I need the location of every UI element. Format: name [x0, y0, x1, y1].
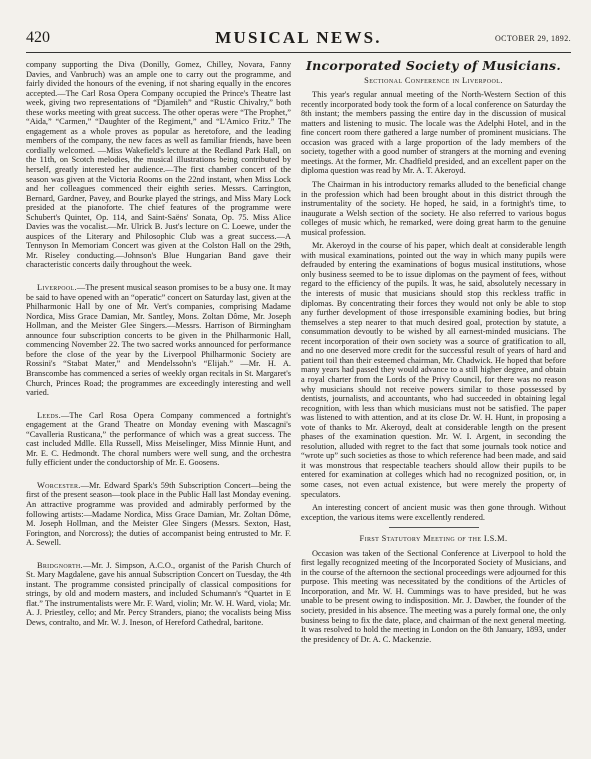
article-paragraph: Occasion was taken of the Sectional Conference at Liverpool to hold the first legally recognized meeting of the Incorporated Society of Musicians, and in the course of the afternoon the sectional proceedings were adjourned for this purpose. This meeting was necessitated by the conditions of the Articles of Incorporation, and Mr. W. H. Cummings was to have presided, but he was unable to be present owing to indisposition. Mr. J. Dawber, the founder of the society, presided in his absence. The meeting was a purely formal one, the only business being to fix the date, place, and chairman of the next general meeting. It was resolved to hold the meeting in London on the 8th January, 1893, under the presidency of Dr. A. C. Mackenzie. [301, 548, 566, 644]
liverpool-lead: Liverpool. [37, 283, 77, 293]
running-title: MUSICAL NEWS. [215, 28, 382, 47]
issue-date: OCTOBER 29, 1892. [495, 34, 571, 43]
section-subheading: First Statutory Meeting of the I.S.M. [359, 534, 508, 544]
page-number: 420 [26, 29, 50, 46]
left-column [26, 60, 291, 750]
article-paragraph: An interesting concert of ancient music was then gone through. Without exception, the various items were excellently rendered. [301, 503, 566, 522]
page-header [26, 26, 571, 53]
article-paragraph: Mr. Akeroyd in the course of his paper, which dealt at considerable length with musical examinations, pointed out the way in which many pupils were defrauded by entering the examinations of bogus musical institutions, whose only business seemed to be to issue diplomas on the payment of fees, without regard to the efficiency of the pupils. It was, he said, absolutely necessary in the interests of music that musicians should stop this reckless traffic in diplomas. By concentrating their forces they would not only be able to stop any further development of those irresponsible examining bodies, but bring themselves a step nearer to that much desired goal, protection by statute, a consummation devoutly to be wished by all earnest-minded musicians. The recent incorporation of their own society was a source of gratification to all, and no one deserved more credit for the successful result of years of hard and patient toil than their esteemed chairman, Mr. Chadwick. He hoped that before many years had passed they would advance to a still higher degree, and obtain a royal charter from the Lords of the Privy Council, for there was no reason why musicians should not receive powers similar to those possessed by dentists, journalists, and accountants, who had succeeded in obtaining legal recognition, with less than which musicians must not be satisfied. The paper was listened to with attention, and at its close Dr. W. H. Hunt, in proposing a vote of thanks to Mr. Akeroyd, dealt at considerable length on the present phases of the examination question. Mr. W. I. Argent, in seconding the resolution, alluded with regret to the fact that some journals took notice and “wrote up” such societies as those to which reference had been made, and said it was monstrous that respectable teachers should allow their pupils to be entered for examination at colleges which had no recognized position, or, in some cases, not even actual existence, but were merely the property of speculators. [301, 241, 566, 499]
article-paragraph: This year's regular annual meeting of the North-Western Section of this recently incorporated body took the form of a local conference on Saturday the 8th instant; the members passing the entire day in the discussion of musical matters and listening to music. The locale was the Adelphi Hotel, and in the fine concert room there gathered a large number of prominent musicians. The occasion was graced with a large proportion of the lady members of the society, together with a good number of strangers at the morning and evening meetings. At the former, Mr. Chadfield presided, and an excellent paper on the diploma question was read by Mr. A. T. Akeroyd. [301, 90, 566, 176]
leeds-text: —The Carl Rosa Opera Company commenced a fortnight's engagement at the Grand Theatre on Monday evening with Mascagni's “Cavalleria Rusticana,” the performance of which was a great success. The cast included Mdlle. Ella Russell, Miss Meiselinger, Miss Minnie Hunt, and Mr. E. C. Hedmondt. The choral numbers were well sung, and the orchestra fully efficient under the conductorship of Mr. E. Goosens. [26, 410, 291, 468]
liverpool-report [26, 283, 291, 398]
bridgnorth-text: —Mr. J. Simpson, A.C.O., organist of the Parish Church of St. Mary Magdalene, gave his annual Subscription Concert on Tuesday, the 4th instant. The programme consisted principally of classical compositions for strings, by old and modern masters, and included Schumann's “Quartet in E flat.” The instrumentalists were Mr. F. Ward, violin; Mr. W. H. Ward, viola; Mr. A. J. Priestley, cello; and Mr. Percy Stranders, piano; the vocalists being Miss Dews, contralto, and Mr. W. J. Ineson, of Hereford Cathedral, baritone. [26, 560, 291, 627]
right-column [301, 60, 566, 750]
bridgnorth-lead: Bridgnorth. [37, 560, 83, 570]
article-subtitle: Sectional Conference in Liverpool. [364, 75, 503, 85]
worcester-lead: Worcester. [37, 480, 81, 490]
article-paragraph: The Chairman in his introductory remarks alluded to the beneficial change in the profession which had been brought about in this district through the instrumentality of the society. He hoped, he said, in a fortnight's time, to inaugurate a Welsh section of the society. He also referred to various bogus colleges of music which, he remarked, were doing great harm to the genuine musical profession. [301, 180, 566, 237]
leeds-lead: Leeds. [37, 410, 61, 420]
section-divider [389, 527, 479, 528]
leeds-report [26, 411, 291, 468]
bridgnorth-report [26, 561, 291, 628]
worcester-report [26, 481, 291, 548]
bristol-report: company supporting the Diva (Donilly, Gomez, Chilley, Novara, Fanny Davies, and Vanbruch) was an ample one to carry out the programme, and fairly divided the honours of the evening, if not sharing equally in the encores accepted.—The Carl Rosa Opera Company occupied the Prince's Theatre last week, giving two representations of “Djamileh” and “Rustic Chivalry,” both these works meeting with great success. The other operas were “The Prophet,” “Aida,” “Carmen,” “Daughter of the Regiment,” and “L'Amico Fritz.” The engagement as a whole proves as popular as heretofore, and the leading members of the company, the new faces as well as familiar friends, have been cordially welcomed. —Miss Wakefield's lecture at the Redland Park Hall, on the 11th, on Scotch melodies, the musical illustrations being contributed by herself, greatly interested her audience.—The first chamber concert of the season was given at the Victoria Rooms on the 22nd instant, when Miss Lock and her colleagues commenced their eighth series. Messrs. Carrington, Bernard, Gardner, Pavey, and Bourke played the strings, and Miss Mary Lock presided at the pianoforte. The chief features of the programme were Schubert's Quintet, Op. 114, and Saint-Saëns' Sonata, Op. 75. Miss Alice Davies was the vocalist.—Mr. Ulrick B. Just's lecture on C. Loewe, under the auspices of the Literary and Philosophic Club was a great success.—A Tennyson In Memoriam Concert was given at the Colston Hall on the 29th, Mr. Riseley conducting.—Johnson's Blue Hungarian Band gave their characteristic concerts daily throughout the week. [26, 60, 291, 270]
worcester-text: —Mr. Edward Spark's 59th Subscription Concert—being the first of the present season—took place in the Public Hall last Monday evening. An attractive programme was provided and admirably performed by the following artists:—Madame Nordica, Miss Grace Damian, Mr. Zoltan Dôme, M. Joseph Hollman, and the Meister Glee Singers (Messrs. Sexton, Hast, Forington, and Norcross); the duties of accompanist being entrusted to Mr. F. A. Sewell. [26, 480, 291, 548]
liverpool-text: —The present musical season promises to be a busy one. It may be said to have opened with an “operatic” concert on Saturday last, given at the Philharmonic Hall by one of Mr. Vert's companies, comprising Madame Nordica, Miss Grace Damian, Mr. Santley, Mons. Zoltan Dôme, Mr. Joseph Hollman, and the Meister Glee Singers.—Messrs. Harrison of Birmingham announce four subscription concerts to be given in the Philharmonic Hall, commencing November 22. The two sacred works announced for performance before the close of the year by the Liverpool Philharmonic Society are Rossini's “Stabat Mater,” and Mendelssohn's “Elijah.” —Mr. H. A. Branscombe has commenced a series of weekly organ recitals in St. Margaret's Church, Princes Road; the programmes are exceedingly interesting and well varied. [26, 283, 291, 398]
article-title: Incorporated Society of Musicians. [305, 60, 562, 73]
